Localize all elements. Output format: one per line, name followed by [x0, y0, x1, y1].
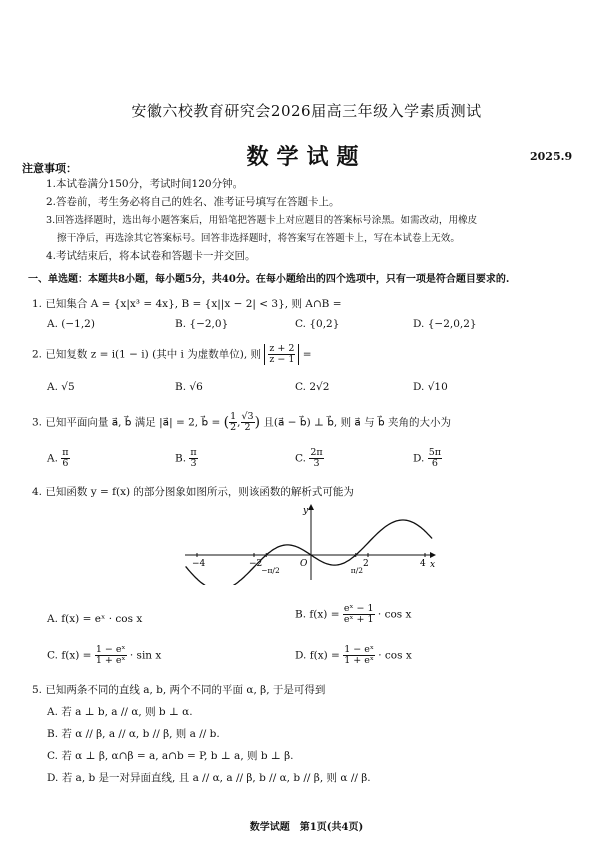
q3-by-fraction [241, 412, 255, 433]
q5-option-a: A. 若 a ⊥ b, a // α, 则 b ⊥ α. [47, 706, 193, 718]
q2-fraction-num: z + 2 [269, 343, 295, 354]
exam-header: 安徽六校教育研究会2026届高三年级入学素质测试 [131, 102, 482, 120]
x-tick-group [192, 553, 426, 575]
q3-option-a-label: A. [47, 452, 58, 465]
q4-option-b-suffix: · cos x [377, 608, 412, 621]
q2-stem-text: 2. 已知复数 z = i(1 − i) (其中 i 为虚数单位), 则 [32, 348, 261, 361]
x-tick-label: −π/2 [261, 566, 280, 575]
q3-bx-num: 1 [230, 411, 237, 422]
notes-heading: 注意事项： [22, 162, 77, 175]
q1-option-c: C. {0,2} [295, 318, 340, 330]
q4-option-b-frac [343, 604, 375, 625]
question-3-stem: 3. 已知平面向量 a⃗, b⃗ 满足 |a⃗| = 2, b⃗ = ( $\frac{1}{2}$ , $\frac{√3}{2}$ ) 且(a⃗ − b⃗) ⊥ b⃗, 则 a⃗ 与 b⃗ 夹角的大小为 [32, 411, 452, 433]
question-5-stem: 5. 已知两条不同的直线 a, b, 两个不同的平面 α, β, 于是可得到 [32, 684, 326, 696]
q2-fraction-den: z − 1 [269, 353, 295, 365]
note-item: 擦干净后，再选涂其它答案标号。回答非选择题时，将答案写在答题卡上，写在本试卷上无效。 [57, 233, 460, 244]
q1-option-a: A. (−1,2) [47, 318, 95, 330]
q2-option-b: B. √6 [175, 381, 203, 393]
page-title: 数学试题 [246, 144, 367, 170]
q2-option-c: C. 2√2 [295, 381, 330, 393]
q3-option-b-frac [189, 448, 197, 469]
note-item: 1.本试卷满分150分，考试时间120分钟。 [46, 178, 244, 190]
q3-stem-rest: 且(a⃗ − b⃗) ⊥ b⃗, 则 a⃗ 与 b⃗ 夹角的大小为 [263, 416, 452, 429]
q4-option-d-frac [343, 645, 375, 666]
q2-abs-expression [264, 344, 299, 365]
q4-option-d [295, 645, 412, 666]
q4-option-d-num: 1 − eˣ [344, 644, 374, 655]
q3-bx-fraction [229, 412, 237, 433]
q4-option-c-num: 1 − eˣ [95, 644, 126, 655]
q4-option-b-prefix: B. f(x) = [295, 608, 340, 621]
q4-option-c-den: 1 + eˣ [95, 654, 126, 666]
q3-by-num: √3 [241, 411, 254, 422]
q3-option-c-num: 2π [310, 447, 323, 458]
q3-option-b-num: π [190, 447, 197, 458]
x-tick-label: 2 [363, 559, 369, 569]
q3-option-c-label: C. [295, 452, 306, 465]
origin-label: O [300, 559, 308, 569]
x-tick-label: −2 [249, 559, 263, 569]
note-item: 4.考试结束后，将本试卷和答题卡一并交回。 [46, 250, 256, 262]
q3-option-c [295, 448, 324, 469]
q3-option-b-label: B. [175, 452, 187, 465]
x-tick-label: −4 [192, 559, 206, 569]
q3-by-den: 2 [244, 421, 251, 433]
note-item: 2.答卷前，考生务必将自己的姓名、准考证号填写在答题卡上。 [46, 196, 340, 208]
q2-fraction [268, 344, 295, 365]
q4-function-graph [180, 500, 440, 585]
question-1-stem: 1. 已知集合 A = {x|x³ = 4x}, B = {x||x − 2| < 3}, 则 A∩B = [32, 298, 342, 310]
q3-option-c-den: 3 [313, 457, 320, 469]
q3-option-d [413, 448, 442, 469]
q3-bx-den: 2 [230, 421, 237, 433]
page-footer: 数学试题 第1页(共4页) [249, 822, 364, 833]
q5-option-c: C. 若 α ⊥ β, α∩β = a, a∩b = P, b ⊥ a, 则 b ⊥ β. [47, 750, 294, 762]
q3-option-a [47, 448, 70, 469]
x-tick-label: 4 [420, 559, 426, 569]
y-axis-label: y [303, 506, 309, 516]
q4-option-b-num: eˣ − 1 [343, 603, 374, 614]
q4-option-c-suffix: · sin x [129, 649, 162, 662]
q4-option-c-frac [95, 645, 127, 666]
question-2-stem [32, 344, 312, 365]
note-item: 3.回答选择题时，选出每小题答案后，用铅笔把答题卡上对应题目的答案标号涂黑。如需改动，用橡皮 [46, 215, 478, 226]
q3-option-b [175, 448, 198, 469]
question-4-stem: 4. 已知函数 y = f(x) 的部分图象如图所示，则该函数的解析式可能为 [32, 486, 354, 498]
q4-option-a: A. f(x) = eˣ · cos x [47, 613, 143, 625]
q1-option-b: B. {−2,0} [175, 318, 229, 330]
q2-option-a: A. √5 [47, 381, 75, 393]
q3-option-c-frac [309, 448, 323, 469]
q3-option-d-den: 6 [431, 457, 438, 469]
q5-option-d: D. 若 a, b 是一对异面直线, 且 a // α, a // β, b // α, b // β, 则 α // β. [47, 772, 371, 784]
x-axis-arrow [430, 552, 436, 558]
q4-option-d-suffix: · cos x [378, 649, 412, 662]
q3-option-a-num: π [62, 447, 69, 458]
q3-option-d-frac [428, 448, 442, 469]
q3-option-d-num: 5π [428, 447, 442, 458]
q3-option-b-den: 3 [190, 457, 197, 469]
q4-option-b-den: eˣ + 1 [343, 613, 374, 625]
q5-option-b: B. 若 α // β, a // α, b // β, 则 a // b. [47, 728, 220, 740]
q4-option-d-den: 1 + eˣ [344, 654, 374, 666]
q3-option-a-frac [61, 448, 69, 469]
q4-option-c [47, 645, 161, 666]
q4-option-c-prefix: C. f(x) = [47, 649, 92, 662]
q2-option-d: D. √10 [413, 381, 448, 393]
q4-option-d-prefix: D. f(x) = [295, 649, 340, 662]
q3-option-d-label: D. [413, 452, 425, 465]
x-axis-label: x [430, 560, 436, 570]
y-axis-arrow [308, 504, 314, 510]
q1-option-d: D. {−2,0,2} [413, 318, 477, 330]
exam-date: 2025.9 [530, 150, 573, 163]
function-curve [186, 520, 436, 585]
x-tick-label: π/2 [350, 566, 364, 575]
q3-stem-text: 3. 已知平面向量 a⃗, b⃗ 满足 |a⃗| = 2, b⃗ = [32, 416, 221, 429]
q4-option-b [295, 604, 411, 625]
q2-stem-equals: = [302, 348, 312, 361]
section-heading: 一、单选题：本题共8小题，每小题5分，共40分。在每小题给出的四个选项中，只有一项是符合题目要求的. [28, 274, 510, 285]
q3-option-a-den: 6 [62, 457, 69, 469]
